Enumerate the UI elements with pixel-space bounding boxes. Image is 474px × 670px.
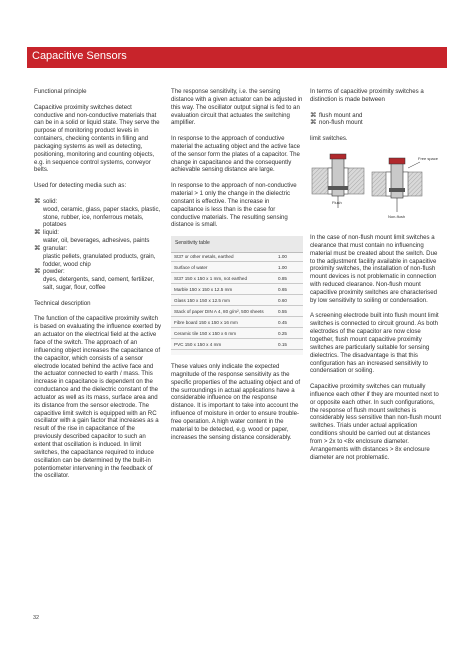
table-row — [171, 253, 303, 262]
spacer — [34, 190, 162, 198]
paragraph: In response to the approach of non-conductive material > 1 only the change in the dielectric constant is effective. The increase in capacitance is less than is the case for conductive materials. The resulting sensing distance is small. — [171, 182, 297, 229]
paragraph: Capacitive proximity switches can mutually influence each other if they are mounted next to or opposite each other. In such configurations, the response of flush mount switches is considerably less sensitive than non-flush mount switches. Trials under actual application conditions should be carried out at distances from > 2x to <8x enclosure diameter. Arrangements with distances > 8x enclosure diameter are not problematic. — [310, 383, 442, 461]
column-middle-bottom — [171, 363, 303, 441]
table-cell-material: Ceramic tile 150 x 150 x 6 mm — [174, 331, 237, 336]
column-right-top — [310, 88, 443, 143]
column-middle — [171, 88, 303, 229]
bullet-item — [310, 119, 443, 127]
table-row — [171, 330, 303, 339]
bullet-label: non-flush mount — [319, 119, 363, 127]
spacer — [34, 292, 162, 300]
table-cell-factor: 0.65 — [278, 287, 287, 292]
spacer — [34, 174, 162, 182]
bullet-label: powder: — [43, 268, 65, 276]
bullet-item — [34, 198, 162, 206]
spacer — [171, 174, 303, 182]
spacer — [310, 375, 443, 383]
table-row — [171, 275, 303, 284]
table-cell-factor: 0.15 — [278, 342, 287, 347]
section-banner — [27, 47, 447, 68]
paragraph: The function of the capacitive proximity switch is based on evaluating the influence exerted by an actuator on the electrical field at the active face of the switch. The approach of an influencing object increases the capacitance of the capacitor, which consists of a sensor electrode located behind the active face and the actuator connected to earth / mass. This increase in capacitance is dependent on the conductance and the dielectric constant of the actuator as well as its mass, surface area and its distance from the sensor electrode. The capacitive limit switch is equipped with an RC oscillator with a gain factor that increases as a result of the rise in capacitance of the previously described capacitor to such an extent that oscillation is induced. In limit switches, the capacitance required to induce oscillation can be determined by the built-in potentiometer intervening in the feedback of the oscillator. — [34, 315, 162, 480]
table-cell-factor: 0.55 — [278, 309, 287, 314]
column-right-bottom — [310, 234, 443, 461]
flush-nonflush-diagram — [310, 148, 440, 226]
paragraph: In terms of capacitive proximity switches a distinction is made between — [310, 88, 424, 103]
table-cell-material: PVC 150 x 150 x 4 mm — [174, 342, 222, 347]
paragraph: limit switches. — [310, 135, 348, 143]
table-cell-factor: 0.85 — [278, 276, 287, 281]
label-free-space: Free space — [418, 156, 439, 161]
bullet-item — [310, 112, 443, 120]
table-cell-material: Marble 150 x 150 x 12.5 mm — [174, 287, 233, 292]
paragraph: Capacitive proximity switches detect conductive and non-conductive materials that can be in a solid or liquid state. They serve the purpose of monitoring product levels in containers, checking contents in filling and packaging systems as well as detecting, positioning, monitoring and counting objects, e.g. in sequence control systems, conveyor belts. — [34, 103, 160, 174]
bullet-label: liquid: — [43, 229, 59, 237]
table-cell-factor: 0.45 — [278, 320, 287, 325]
table-cell-material: Fibre board 150 x 150 x 16 mm — [174, 320, 238, 325]
paragraph: Functional principle — [34, 88, 87, 95]
bullet-icon: ⌘ — [34, 244, 41, 252]
bullet-icon: ⌘ — [34, 197, 41, 205]
label-flush: Flush — [332, 200, 342, 205]
table-row — [171, 341, 303, 350]
paragraph-expected-magnitude: These values only indicate the expected magnitude of the response sensitivity as the specific properties of the actuating object and of the surroundings in actual applications have a considerable influence on the response distance. It is important to take into account the influence of moisture in order to ensure trouble-free operation. A high water content in the material to be detected, e.g. wood or paper, increases the sensing distance considerably. — [171, 363, 301, 441]
table-cell-factor: 1.00 — [278, 254, 287, 259]
bullet-detail: dyes, detergents, sand, cement, fertilizer, salt, sugar, flour, coffee — [43, 276, 155, 292]
paragraph: In response to the approach of conductive material the actuating object and the active face of the sensor form the plates of a capacitor. The change in capacitance and the consequently achievable sensing distance are large. — [171, 135, 301, 174]
table-cell-factor: 0.25 — [278, 331, 287, 336]
spacer — [310, 104, 443, 112]
column-middle-top — [171, 88, 303, 229]
non-flush-mount-illustration — [372, 158, 422, 212]
spacer — [310, 305, 443, 313]
spacer — [34, 308, 162, 316]
table-cell-material: Glass 150 x 150 x 12.5 mm — [174, 298, 230, 303]
paragraph: Technical description — [34, 299, 91, 307]
table-cell-material: St37 or other metals, earthed — [174, 254, 234, 259]
bullet-label: granular: — [43, 244, 68, 252]
bullet-item — [34, 268, 162, 276]
bullet-item — [34, 245, 162, 253]
table-row — [171, 319, 303, 328]
table-row — [171, 286, 303, 295]
bullet-detail: plastic pellets, granulated products, grain, fodder, wood chip — [43, 252, 156, 268]
spacer — [310, 127, 443, 135]
table-row — [171, 264, 303, 273]
paragraph: The response sensitivity, i.e. the sensing distance with a given actuator can be adjusted in this way. The oscillator output signal is fed to an evaluation circuit that actuates the switching amplifier. — [171, 88, 303, 127]
bullet-icon: ⌘ — [310, 119, 317, 127]
bullet-label: solid: — [43, 197, 58, 205]
table-row — [171, 308, 303, 317]
spacer — [34, 96, 162, 104]
paragraph: A screening electrode built into flush mount limit switches is connected to circuit ground. As both electrodes of the capacitor are now close together, flush mount capacitive proximity switches are particularly suitable for sensing dielectrics. The disadvantage is that this configuration has an increased sensitivity to condensation or soiling. — [310, 312, 439, 375]
bullet-item — [34, 229, 162, 237]
bullet-detail: water, oil, beverages, adhesives, paints — [43, 237, 150, 245]
table-cell-material: St37 150 x 150 x 1 mm, not earthed — [174, 276, 248, 281]
bullet-detail: wood, ceramic, glass, paper stacks, plastic, stone, rubber, ice, nonferrous metals, potatoes — [43, 205, 161, 229]
table-cell-factor: 1.00 — [278, 265, 287, 270]
sensitivity-table-title: Sensitivity table — [175, 240, 210, 246]
sensitivity-table-body — [171, 252, 303, 355]
sensitivity-table — [171, 236, 303, 355]
paragraph: In the case of non-flush mount limit switches a clearance that must contain no influencing material must be created about the switch. Due to the adjustment facility available in capacitive proximity switches, the installation of non-flush mount devices is not problematic in connection with reduced clearance. Non-flush mount capacitive proximity switches are characterised by low sensitivity to soiling or condensation. — [310, 234, 438, 304]
bullet-label: flush mount and — [319, 111, 363, 119]
column-left — [34, 88, 162, 480]
bullet-icon: ⌘ — [310, 111, 317, 119]
table-cell-material: Surface of water — [174, 265, 208, 270]
table-cell-material: Stack of paper DIN A 4, 80 g/m², 500 sheets — [174, 309, 264, 314]
table-cell-factor: 0.60 — [278, 298, 287, 303]
spacer — [171, 127, 303, 135]
paragraph: Used for detecting media such as: — [34, 182, 127, 190]
page-number: 32 — [33, 615, 40, 621]
section-title: Capacitive Sensors — [32, 50, 127, 62]
bullet-icon: ⌘ — [34, 268, 41, 276]
label-non-flush: Non-flush — [388, 214, 406, 219]
bullet-icon: ⌘ — [34, 229, 41, 237]
table-row — [171, 297, 303, 306]
